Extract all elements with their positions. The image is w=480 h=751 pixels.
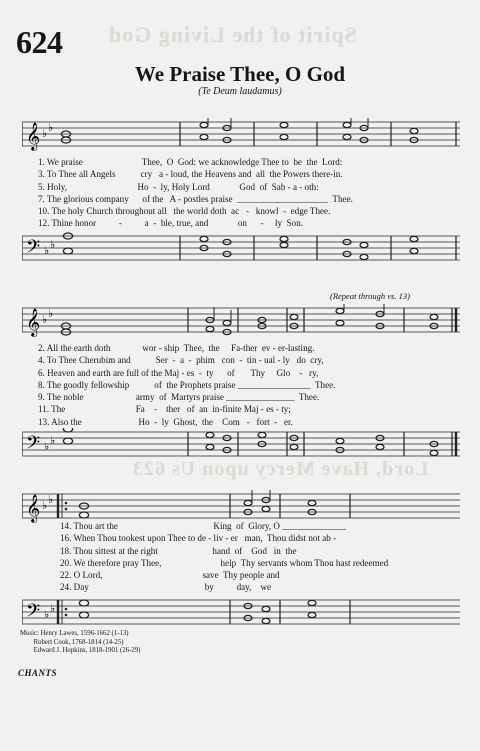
verse-line: 2. All the earth doth wor - ship Thee, the Fa-ther ev - er-lasting. (38, 343, 315, 353)
verse-line: 5. Holy, Ho - ly, Holy Lord God of Sab - a - oth: (38, 181, 319, 192)
treble-staff-1 (22, 118, 460, 148)
verse-line: 8. The goodly fellowship of the Prophets praise ________________ Thee. (38, 379, 336, 390)
svg-text:𝄞: 𝄞 (26, 122, 41, 150)
bass-staff-3 (22, 596, 460, 626)
hymn-title: We Praise Thee, O God (134, 62, 346, 86)
verse-line: 7. The glorious company of the A - postles praise ____________________ Thee. (38, 193, 353, 204)
credit-line: Robert Cook, 1768-1814 (14-25) (20, 638, 124, 646)
verse-line: 6. Heaven and earth are full of the Maj - es - ty of Thy Glo - ry, (38, 367, 319, 378)
verse-line: 22. O Lord, save Thy people and (60, 570, 280, 581)
verses-section-3 (60, 520, 388, 594)
repeat-note: (Repeat through vs. 13) (330, 291, 410, 301)
verse-line: 16. When Thou tookest upon Thee to de - liv - er man, Thou didst not ab - (60, 533, 337, 544)
verse-line: 12. Thine honor - a - ble, true, and on - ly Son. (38, 218, 304, 229)
svg-text:♭: ♭ (44, 608, 50, 621)
hymn-subtitle: (Te Deum laudamus) (198, 86, 282, 97)
treble-staff-3 (22, 490, 460, 520)
svg-text:♭: ♭ (42, 499, 48, 512)
verse-line: 3. To Thee all Angels cry a - loud, the Heavens and all the Powers there-in. (38, 169, 343, 180)
svg-text:𝄢: 𝄢 (26, 237, 41, 262)
svg-text:♭: ♭ (48, 121, 54, 134)
svg-text:♭: ♭ (50, 238, 56, 251)
verse-line: 10. The holy Church throughout all the world doth ac - knowl - edge Thee. (38, 206, 331, 217)
bass-staff-2 (22, 428, 460, 458)
bleed-through-title: Spirit of the Living God (108, 22, 357, 47)
svg-text:𝄢: 𝄢 (26, 601, 41, 626)
verses-section-2 (38, 342, 335, 428)
bleed-through-heading: Lord, Have Mercy upon Us 623 (132, 458, 429, 480)
verse-line: 18. Thou sittest at the right hand of God in the (60, 545, 297, 556)
svg-text:♭: ♭ (50, 602, 56, 615)
svg-text:♭: ♭ (48, 493, 54, 506)
verse-line: 13. Also the Ho - ly Ghost, the Com - fort - er. (38, 416, 293, 427)
treble-staff-2 (22, 304, 460, 334)
svg-text:♭: ♭ (42, 127, 48, 140)
svg-text:𝄞: 𝄞 (26, 308, 41, 336)
music-credits (20, 630, 140, 656)
verse-line: 4. To Thee Cherubim and Ser - a - phim con - tin - ual - ly do cry, (38, 355, 324, 366)
hymn-number: 624 (16, 24, 63, 60)
svg-text:♭: ♭ (50, 434, 56, 447)
verse-line: 1. We praise Thee, O God: we acknowledge Thee to be the Lord: (38, 157, 343, 167)
svg-text:𝄢: 𝄢 (26, 433, 41, 458)
verse-line: 11. The Fa - ther of an in-finite Maj - es - ty; (38, 404, 291, 415)
section-footer: CHANTS (18, 668, 58, 678)
credit-line: Music: Henry Lawes, 1596-1662 (1-13) (20, 630, 129, 637)
verse-line: 20. We therefore pray Thee, help Thy servants whom Thou hast redeemed (60, 557, 389, 568)
credit-line: Edward J. Hopkins, 1818-1901 (26-29) (20, 647, 141, 654)
svg-text:♭: ♭ (42, 313, 48, 326)
verses-section-1 (38, 156, 353, 230)
verse-line: 14. Thou art the King of Glory, O ______________ (60, 521, 346, 531)
verse-line: 24. Day by day, we (60, 582, 272, 593)
verse-line: 9. The noble army of Martyrs praise _______________ Thee. (38, 392, 320, 403)
bass-staff-1 (22, 232, 460, 262)
svg-text:♭: ♭ (48, 307, 54, 320)
svg-text:♭: ♭ (44, 440, 50, 453)
svg-text:♭: ♭ (44, 244, 50, 257)
svg-text:𝄞: 𝄞 (26, 494, 41, 522)
